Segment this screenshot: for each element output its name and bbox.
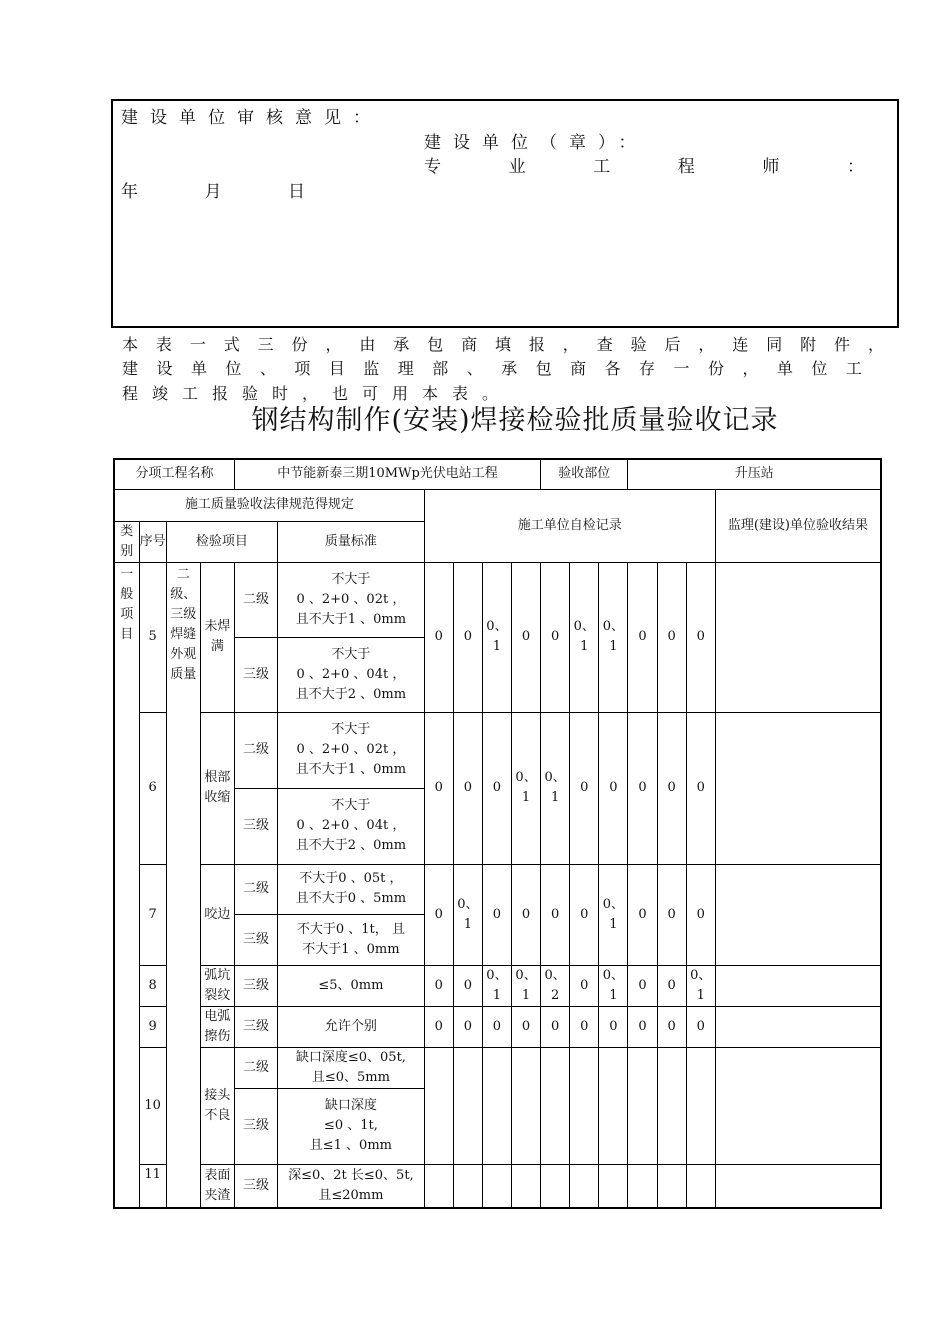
self-check-value: 0 xyxy=(482,864,511,965)
note-char: 包 xyxy=(427,335,444,354)
self-check-value: 0、1 xyxy=(453,864,482,965)
self-check-value xyxy=(453,1047,482,1164)
inspection-item: 咬边 xyxy=(200,864,234,965)
self-check-value: 0 xyxy=(686,1006,715,1047)
standard-line: 不大于0 、05t ， xyxy=(299,871,403,886)
subproject-label: 分项工程名称 xyxy=(114,459,234,489)
self-check-value: 0 xyxy=(424,712,453,864)
note-char: 单 xyxy=(776,359,793,378)
note-char: ， xyxy=(562,335,579,354)
seq-header: 序号 xyxy=(139,521,166,562)
self-check-value: 0 xyxy=(453,712,482,864)
engineer-label xyxy=(424,152,864,177)
self-check-value: 0 xyxy=(453,562,482,712)
table-row xyxy=(114,1047,881,1088)
standard-line: 缺口深度≤0、05t, xyxy=(295,1049,406,1065)
supervision-result xyxy=(715,1164,881,1208)
self-check-value: 0 xyxy=(686,562,715,712)
self-check-value: 0 xyxy=(424,965,453,1006)
acceptance-part-label: 验收部位 xyxy=(541,459,628,489)
standard-line: 不大于1 、0mm xyxy=(302,941,400,957)
note-char: 建 xyxy=(122,359,139,378)
self-check-value: 0 xyxy=(424,562,453,712)
self-check-value xyxy=(599,1164,628,1208)
self-check-value: 0 xyxy=(628,965,657,1006)
self-check-value: 0、1 xyxy=(512,712,541,864)
self-check-value xyxy=(599,1047,628,1164)
grade-cell: 三级 xyxy=(234,637,277,712)
self-check-value: 0、1 xyxy=(512,965,541,1006)
note-char: 部 xyxy=(432,359,449,378)
self-check-value: 0 xyxy=(599,1006,628,1047)
table-row xyxy=(114,562,881,637)
engineer-char: 工 xyxy=(593,157,611,177)
quality-standard xyxy=(278,788,425,864)
grade-cell: 三级 xyxy=(234,1006,277,1047)
self-check-value xyxy=(541,1047,570,1164)
self-check-value: 0、1 xyxy=(599,562,628,712)
group-cell: 二级、三级焊缝外观质量 xyxy=(166,562,200,1208)
note-char: 件 xyxy=(834,335,851,354)
standard-line: 0 、2+0 、02t ， xyxy=(296,591,406,607)
self-check-value xyxy=(424,1164,453,1208)
self-check-value: 0、2 xyxy=(541,965,570,1006)
standard-line: 且不大于1 、0mm xyxy=(295,611,407,627)
grade-cell: 三级 xyxy=(234,1088,277,1164)
seq-cell: 8 xyxy=(139,965,166,1006)
self-check-value xyxy=(628,1047,657,1164)
category-header: 类别 xyxy=(114,521,139,562)
self-check-value: 0 xyxy=(657,864,686,965)
seq-cell: 7 xyxy=(139,864,166,965)
self-check-value: 0 xyxy=(657,1006,686,1047)
self-check-value xyxy=(541,1164,570,1208)
note-char: 一 xyxy=(189,335,206,354)
self-check-label: 施工单位自检记录 xyxy=(424,489,715,562)
note-line-2 xyxy=(122,356,862,379)
self-check-value xyxy=(570,1164,599,1208)
note-char: 理 xyxy=(397,359,414,378)
self-check-value: 0 xyxy=(512,864,541,965)
self-check-value: 0 xyxy=(482,712,511,864)
note-char: 项 xyxy=(294,359,311,378)
self-check-value: 0 xyxy=(657,712,686,864)
note-char: 三 xyxy=(257,335,274,354)
seq-cell: 11 xyxy=(139,1164,166,1208)
grade-cell: 二级 xyxy=(234,864,277,914)
note-char: 位 xyxy=(225,359,242,378)
note-char: 本 xyxy=(122,335,139,354)
grade-cell: 三级 xyxy=(234,965,277,1006)
self-check-value xyxy=(657,1047,686,1164)
self-check-value: 0 xyxy=(657,562,686,712)
self-check-value: 0 xyxy=(570,712,599,864)
note-char: 填 xyxy=(494,335,511,354)
note-char: ， xyxy=(698,335,715,354)
acceptance-part-value: 升压站 xyxy=(628,459,881,489)
self-check-value xyxy=(512,1047,541,1164)
note-char: ， xyxy=(325,335,342,354)
note-char: 存 xyxy=(639,359,656,378)
standard-line: 允许个别 xyxy=(324,1018,377,1034)
supervision-result xyxy=(715,562,881,712)
inspection-item: 根部收缩 xyxy=(200,712,234,864)
spec-label: 施工质量验收法律规范得规定 xyxy=(114,489,424,521)
standard-line: 0 、2+0 、04t ， xyxy=(296,666,406,682)
table-row xyxy=(114,1164,881,1208)
supervision-result xyxy=(715,1047,881,1164)
note-char: 、 xyxy=(466,359,483,378)
self-check-value: 0 xyxy=(628,864,657,965)
note-char: 报 xyxy=(528,335,545,354)
quality-standard xyxy=(278,637,425,712)
self-check-value xyxy=(657,1164,686,1208)
standard-line: 且不大于2 、0mm xyxy=(295,686,407,702)
grade-cell: 三级 xyxy=(234,788,277,864)
seq-cell: 6 xyxy=(139,712,166,864)
note-char: 查 xyxy=(596,335,613,354)
note-char: 商 xyxy=(461,335,478,354)
self-check-value: 0 xyxy=(512,562,541,712)
note-char: 同 xyxy=(766,335,783,354)
unit-seal-label: 建设单位（章）： xyxy=(424,133,648,153)
self-check-value: 0 xyxy=(686,864,715,965)
self-check-value xyxy=(482,1047,511,1164)
supervision-result xyxy=(715,864,881,965)
quality-standard xyxy=(278,1047,425,1088)
grade-cell: 三级 xyxy=(234,1164,277,1208)
self-check-value xyxy=(512,1164,541,1208)
note-char: 由 xyxy=(359,335,376,354)
review-heading: 建设单位审核意见： xyxy=(121,108,382,128)
seq-cell: 5 xyxy=(139,562,166,712)
standard-line: 不大于 xyxy=(331,571,371,587)
quality-standard xyxy=(278,1006,425,1047)
self-check-value: 0、1 xyxy=(599,864,628,965)
grade-cell: 二级 xyxy=(234,562,277,637)
self-check-value: 0 xyxy=(453,1006,482,1047)
subproject-value: 中节能新泰三期10MWp光伏电站工程 xyxy=(234,459,540,489)
note-char: 式 xyxy=(223,335,240,354)
engineer-char: 程 xyxy=(677,157,695,177)
engineer-char: 业 xyxy=(508,157,526,177)
quality-standard xyxy=(278,712,425,788)
grade-cell: 三级 xyxy=(234,914,277,965)
standard-line: 且≤20mm xyxy=(318,1187,384,1203)
standard-line: 且不大于0 、5mm xyxy=(295,891,407,906)
standard-line: 不大于 xyxy=(331,646,371,662)
note-char: 监 xyxy=(363,359,380,378)
engineer-char: 师 xyxy=(762,157,780,177)
engineer-char: ： xyxy=(846,157,864,177)
self-check-value: 0 xyxy=(512,1006,541,1047)
self-check-value xyxy=(628,1164,657,1208)
note-char: 工 xyxy=(845,359,862,378)
inspection-item: 接头不良 xyxy=(200,1047,234,1164)
self-check-value: 0 xyxy=(686,712,715,864)
self-check-value: 0、1 xyxy=(599,965,628,1006)
standard-line: 缺口深度 xyxy=(324,1098,377,1113)
self-check-value: 0 xyxy=(482,1006,511,1047)
standard-line: 且≤1 、0mm xyxy=(309,1138,392,1153)
standard-header: 质量标准 xyxy=(278,521,425,562)
note-char: 包 xyxy=(535,359,552,378)
self-check-value: 0 xyxy=(628,562,657,712)
seq-cell: 10 xyxy=(139,1047,166,1164)
standard-line: 且不大于1 、0mm xyxy=(295,762,407,777)
note-char: 目 xyxy=(328,359,345,378)
note-char: 各 xyxy=(604,359,621,378)
category-cell: 一般项目 xyxy=(114,562,139,1208)
self-check-value: 0、1 xyxy=(482,965,511,1006)
note-char: 一 xyxy=(673,359,690,378)
date-label xyxy=(121,177,305,202)
quality-standard xyxy=(278,864,425,914)
date-char: 年 xyxy=(121,182,138,202)
self-check-value: 0、1 xyxy=(541,712,570,864)
self-check-value xyxy=(482,1164,511,1208)
self-check-value: 0 xyxy=(541,1006,570,1047)
table-row xyxy=(114,965,881,1006)
table-row xyxy=(114,864,881,914)
self-check-value: 0 xyxy=(570,965,599,1006)
engineer-char: 专 xyxy=(424,157,441,177)
self-check-value: 0 xyxy=(541,864,570,965)
self-check-value: 0 xyxy=(541,562,570,712)
note-char: 位 xyxy=(811,359,828,378)
seq-cell: 9 xyxy=(139,1006,166,1047)
self-check-value: 0 xyxy=(424,1006,453,1047)
inspection-table xyxy=(113,458,882,1209)
standard-line: 0 、2+0 、02t ， xyxy=(296,742,406,757)
date-char: 月 xyxy=(204,182,222,202)
note-char: 表 xyxy=(155,335,172,354)
standard-line: 且不大于2 、0mm xyxy=(295,838,407,853)
standard-line: 不大于 xyxy=(331,798,371,813)
table-row xyxy=(114,1006,881,1047)
note-char: 验 xyxy=(630,335,647,354)
grade-cell: 二级 xyxy=(234,712,277,788)
self-check-value: 0 xyxy=(570,1006,599,1047)
quality-standard xyxy=(278,965,425,1006)
supervision-result xyxy=(715,965,881,1006)
note-char: 承 xyxy=(501,359,518,378)
quality-standard xyxy=(278,562,425,637)
note-char: 连 xyxy=(732,335,749,354)
grade-cell: 二级 xyxy=(234,1047,277,1088)
self-check-value xyxy=(686,1047,715,1164)
standard-line: ≤5、0mm xyxy=(318,977,384,993)
note-char: ， xyxy=(867,335,884,354)
supervision-label: 监理(建设)单位验收结果 xyxy=(715,489,881,562)
self-check-value xyxy=(686,1164,715,1208)
self-check-value: 0 xyxy=(657,965,686,1006)
note-char: 附 xyxy=(800,335,817,354)
page-title: 钢结构制作(安装)焊接检验批质量验收记录 xyxy=(251,405,779,436)
self-check-value: 0、1 xyxy=(686,965,715,1006)
date-char: 日 xyxy=(288,182,305,202)
note-char: 、 xyxy=(259,359,276,378)
note-char: 份 xyxy=(707,359,724,378)
self-check-value: 0 xyxy=(628,1006,657,1047)
self-check-value: 0、1 xyxy=(570,562,599,712)
note-char: 份 xyxy=(291,335,308,354)
self-check-value: 0 xyxy=(570,864,599,965)
inspection-item: 表面夹渣 xyxy=(200,1164,234,1208)
inspection-item: 弧坑裂纹 xyxy=(200,965,234,1006)
note-char: 单 xyxy=(190,359,207,378)
note-char: 后 xyxy=(664,335,681,354)
supervision-result xyxy=(715,1006,881,1047)
standard-line: 不大于0 、1t， 且 xyxy=(296,921,405,937)
self-check-value xyxy=(424,1047,453,1164)
standard-line: 不大于 xyxy=(331,722,371,737)
quality-standard xyxy=(278,914,425,965)
standard-line: 深≤0、2t 长≤0、5t, xyxy=(288,1167,414,1183)
inspection-item: 电弧擦伤 xyxy=(200,1006,234,1047)
quality-standard xyxy=(278,1164,425,1208)
note-char: ， xyxy=(742,359,759,378)
note-line-3: 程竣工报验时，也可用本表。 xyxy=(122,384,513,403)
self-check-value: 0 xyxy=(599,712,628,864)
item-header: 检验项目 xyxy=(166,521,277,562)
table-row xyxy=(114,712,881,788)
self-check-value: 0、1 xyxy=(482,562,511,712)
standard-line: 0 、2+0 、04t ， xyxy=(296,818,406,833)
self-check-value xyxy=(570,1047,599,1164)
note-line-1 xyxy=(122,332,884,355)
note-char: 商 xyxy=(570,359,587,378)
note-char: 设 xyxy=(156,359,173,378)
quality-standard xyxy=(278,1088,425,1164)
supervision-result xyxy=(715,712,881,864)
inspection-item: 未焊满 xyxy=(200,562,234,712)
self-check-value xyxy=(453,1164,482,1208)
note-char: 承 xyxy=(393,335,410,354)
self-check-value: 0 xyxy=(424,864,453,965)
standard-line: 且≤0、5mm xyxy=(311,1069,390,1085)
self-check-value: 0 xyxy=(628,712,657,864)
standard-line: ≤0 、1t, xyxy=(323,1118,378,1133)
self-check-value: 0 xyxy=(453,965,482,1006)
